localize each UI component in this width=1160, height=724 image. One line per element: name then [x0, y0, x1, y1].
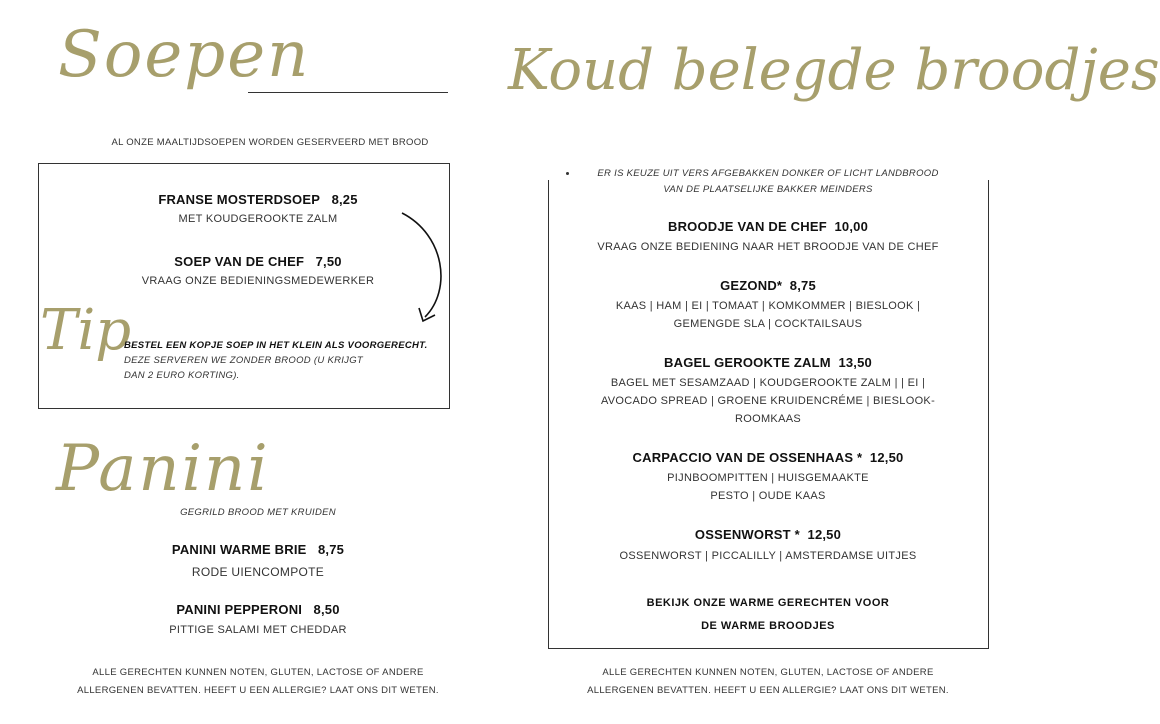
broodje-item-2-desc-line-2: GEMENGDE SLA | COCKTAILSAUS — [673, 318, 863, 330]
broodje-item-2-name: GEZOND* — [720, 278, 783, 293]
broodje-item-2-desc — [548, 297, 988, 333]
tip-line-2: DEZE SERVEREN WE ZONDER BROOD (U KRIJGT — [124, 355, 364, 366]
allergy-line-2: ALLERGENEN BEVATTEN. HEEFT U EEN ALLERGIE? LAAT ONS DIT WETEN. — [587, 685, 949, 696]
broodje-item-3-desc — [548, 374, 988, 428]
broodje-item-4-desc-line-2: PESTO | OUDE KAAS — [710, 490, 826, 502]
broodje-item-4-desc-line-1: PIJNBOOMPITTEN | HUISGEMAAKTE — [667, 472, 869, 484]
allergy-line-2: ALLERGENEN BEVATTEN. HEEFT U EEN ALLERGIE? LAAT ONS DIT WETEN. — [77, 685, 439, 696]
broodjes-allergy-note — [548, 664, 988, 700]
broodje-item-2-price: 8,75 — [789, 278, 816, 293]
soepen-heading: Soepen — [58, 18, 311, 92]
broodje-item-3-desc-line-3: ROOMKAAS — [735, 413, 801, 425]
broodje-item-5-title — [548, 527, 988, 542]
panini-item-1-desc: RODE UIENCOMPOTE — [191, 565, 325, 579]
broodje-item-1-price: 10,00 — [834, 219, 869, 234]
panini-item-2-name: PANINI PEPPERONI — [176, 602, 303, 617]
broodje-item-3-price: 13,50 — [838, 355, 872, 370]
panini-item-2-price: 8,50 — [313, 602, 340, 617]
soepen-note: AL ONZE MAALTIJDSOEPEN WORDEN GESERVEERD MET BROOD — [111, 137, 429, 148]
soep-item-2-name: SOEP VAN DE CHEF — [174, 254, 305, 269]
broodje-item-1-desc: VRAAG ONZE BEDIENING NAAR HET BROODJE VAN DE CHEF — [597, 241, 939, 253]
callout-line-1: BEKIJK ONZE WARME GERECHTEN VOOR — [646, 597, 890, 609]
panini-allergy-note — [38, 664, 478, 700]
broodje-item-3-title — [548, 355, 988, 370]
panini-item-2-title — [38, 602, 478, 617]
warme-gerechten-callout — [548, 592, 988, 638]
soep-item-1-name: FRANSE MOSTERDSOEP — [158, 192, 321, 207]
broodje-item-2-desc-line-1: KAAS | HAM | EI | TOMAAT | KOMKOMMER | BIESLOOK | — [615, 300, 921, 312]
allergy-line-1: ALLE GERECHTEN KUNNEN NOTEN, GLUTEN, LACTOSE OF ANDERE — [602, 667, 934, 678]
soep-item-1-price: 8,25 — [331, 192, 358, 207]
tip-line-1: BESTEL EEN KOPJE SOEP IN HET KLEIN ALS VOORGERECHT. — [124, 340, 428, 351]
broodje-item-4-name: CARPACCIO VAN DE OSSENHAAS * — [632, 450, 863, 465]
callout-line-2: DE WARME BROODJES — [701, 620, 835, 632]
soep-item-1-desc: MET KOUDGEROOKTE ZALM — [178, 213, 338, 225]
soep-item-2-price: 7,50 — [315, 254, 342, 269]
broodje-item-5-desc: OSSENWORST | PICCALILLY | AMSTERDAMSE UITJES — [619, 550, 917, 562]
panini-item-1-price: 8,75 — [317, 542, 345, 557]
panini-note: GEGRILD BROOD MET KRUIDEN — [180, 507, 336, 518]
panini-item-1-name: PANINI WARME BRIE — [171, 542, 307, 557]
broodje-item-4-title — [548, 450, 988, 465]
tip-heading: Tip — [40, 298, 132, 363]
broodje-item-3-desc-line-1: BAGEL MET SESAMZAAD | KOUDGEROOKTE ZALM | | EI | — [610, 377, 926, 389]
broodje-item-4-price: 12,50 — [869, 450, 904, 465]
broodjes-heading: Koud belegde broodjes — [508, 38, 1160, 103]
panini-item-1-title — [38, 542, 478, 557]
allergy-line-1: ALLE GERECHTEN KUNNEN NOTEN, GLUTEN, LACTOSE OF ANDERE — [92, 667, 424, 678]
box-top-rule — [248, 92, 448, 93]
tip-text — [124, 338, 428, 383]
broodje-item-1-name: BROODJE VAN DE CHEF — [667, 219, 827, 234]
broodje-item-4-desc — [548, 469, 988, 505]
broodje-item-2-title — [548, 278, 988, 293]
broodje-item-1-title — [548, 219, 988, 234]
tip-line-3: DAN 2 EURO KORTING). — [124, 370, 240, 381]
panini-heading: Panini — [56, 432, 270, 506]
curved-arrow-icon — [390, 205, 460, 335]
broodje-item-5-name: OSSENWORST * — [694, 527, 800, 542]
soep-item-2-desc: VRAAG ONZE BEDIENINGSMEDEWERKER — [141, 275, 375, 287]
panini-item-2-desc: PITTIGE SALAMI MET CHEDDAR — [169, 624, 347, 636]
broodje-item-3-desc-line-2: AVOCADO SPREAD | GROENE KRUIDENCRÉME | BIESLOOK- — [600, 395, 936, 407]
broodje-item-3-name: BAGEL GEROOKTE ZALM — [664, 355, 831, 370]
broodjes-note-line-1: ER IS KEUZE UIT VERS AFGEBAKKEN DONKER OF LICHT LANDBROOD — [597, 168, 939, 179]
broodjes-note-line-2: VAN DE PLAATSELIJKE BAKKER MEINDERS — [663, 184, 873, 195]
broodje-item-5-price: 12,50 — [807, 527, 842, 542]
